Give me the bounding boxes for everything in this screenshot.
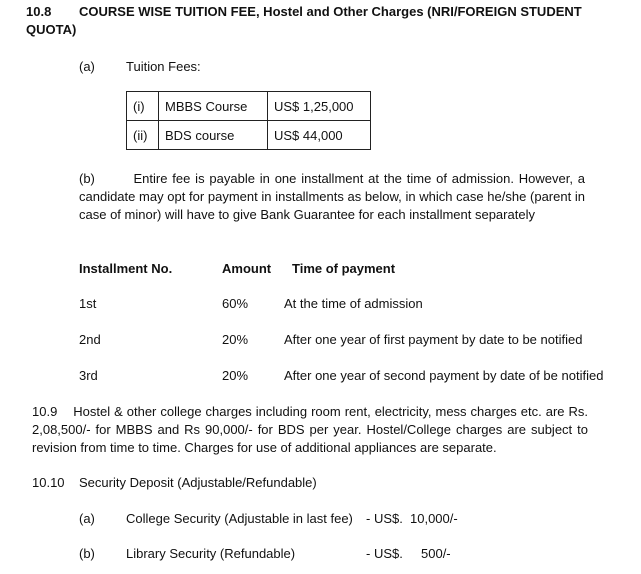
- section-number: 10.8: [26, 4, 52, 19]
- course-name: BDS course: [159, 121, 268, 150]
- tuition-marker: (a): [79, 59, 95, 74]
- security-title: Security Deposit (Adjustable/Refundable): [79, 475, 317, 490]
- tuition-fee-table: [126, 91, 371, 150]
- security-item-marker: (a): [79, 511, 95, 526]
- installment-note: [79, 170, 585, 224]
- hostel-number: 10.9: [32, 404, 58, 419]
- security-item-currency: - US$.: [366, 511, 403, 526]
- installment-note-marker: (b): [79, 171, 95, 186]
- installment-header-time: Time of payment: [292, 261, 396, 276]
- installment-note-text: Entire fee is payable in one installment at the time of admission. However, a candidate may opt for payment in installments as below, in which case he/she (parent in case of minor) will have to give Bank Guarantee for each installment separately: [79, 171, 585, 222]
- security-number: 10.10: [32, 475, 65, 490]
- installment-no: 3rd: [79, 368, 98, 383]
- installment-amount: 20%: [222, 368, 249, 383]
- security-item-label: Library Security (Refundable): [126, 546, 296, 561]
- installment-header-no: Installment No.: [79, 261, 173, 276]
- security-item-marker: (b): [79, 546, 95, 561]
- hostel-paragraph: [32, 403, 588, 457]
- installment-time: After one year of first payment by date to be notified: [284, 332, 583, 347]
- table-row: [127, 121, 371, 150]
- course-name: MBBS Course: [159, 92, 268, 121]
- table-row: [127, 92, 371, 121]
- course-fee: US$ 44,000: [268, 121, 371, 150]
- installment-header-amount: Amount: [222, 261, 272, 276]
- security-item-label: College Security (Adjustable in last fee): [126, 511, 353, 526]
- course-fee: US$ 1,25,000: [268, 92, 371, 121]
- section-title: COURSE WISE TUITION FEE, Hostel and Other Charges (NRI/FOREIGN STUDENT: [79, 4, 582, 19]
- security-item-currency: - US$.: [366, 546, 403, 561]
- installment-time: At the time of admission: [284, 296, 423, 311]
- security-item-amount: 10,000/-: [410, 511, 458, 526]
- installment-time: After one year of second payment by date of be notified: [284, 368, 604, 383]
- installment-amount: 20%: [222, 332, 249, 347]
- installment-amount: 60%: [222, 296, 249, 311]
- row-number: (i): [127, 92, 159, 121]
- security-item-amount: 500/-: [421, 546, 451, 561]
- row-number: (ii): [127, 121, 159, 150]
- section-title-continued: QUOTA): [26, 22, 77, 37]
- installment-no: 1st: [79, 296, 97, 311]
- tuition-label: Tuition Fees:: [126, 59, 201, 74]
- hostel-text: Hostel & other college charges including room rent, electricity, mess charges etc. are Rs. 2,08,500/- for MBBS and Rs 90,000/- for BDS per year. Hostel/College charges are subject to revision from time to time. Charges for use of additional appliances are separate.: [32, 404, 588, 455]
- installment-no: 2nd: [79, 332, 101, 347]
